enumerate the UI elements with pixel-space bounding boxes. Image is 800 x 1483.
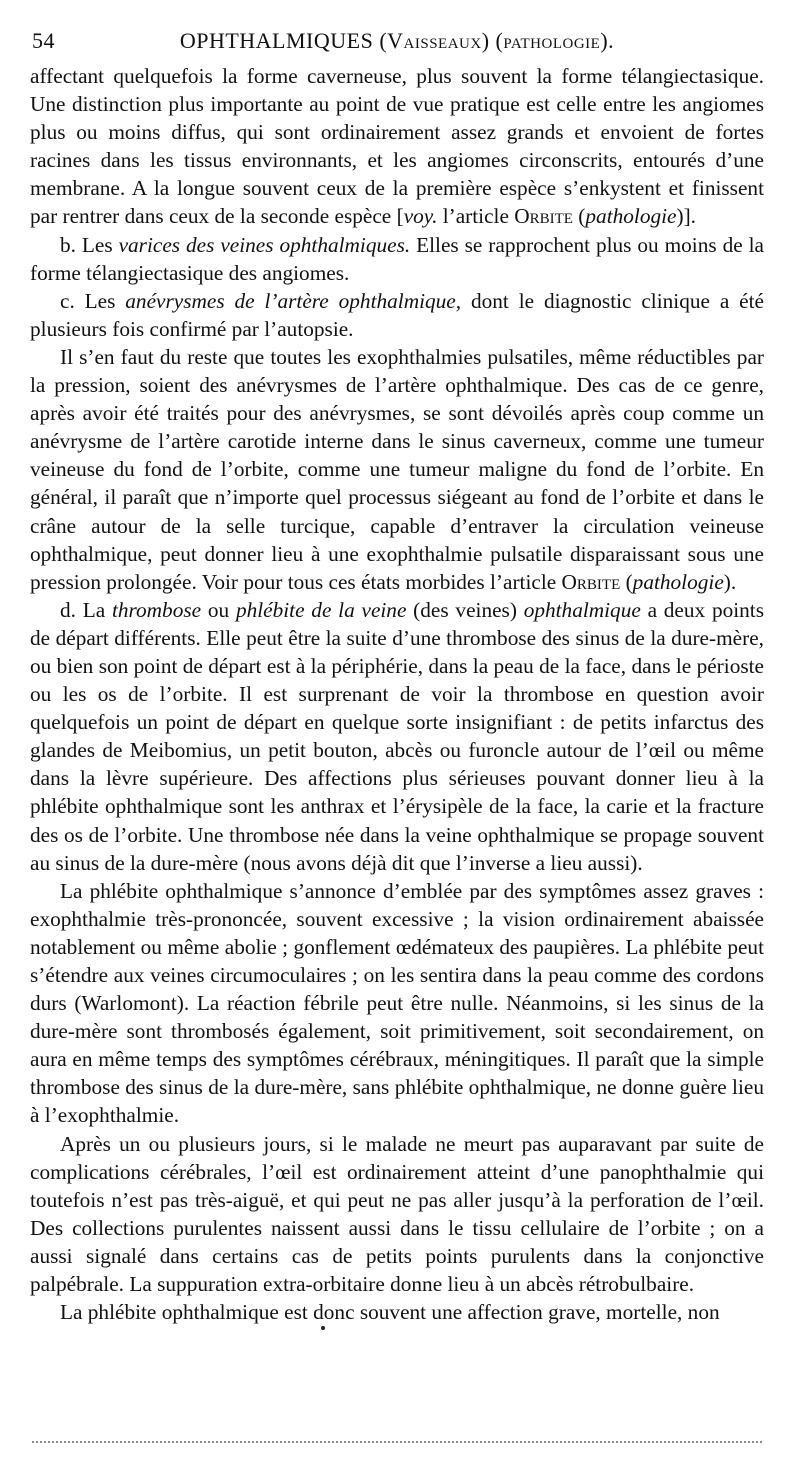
text-run: )]. <box>676 204 697 229</box>
text-run: ( <box>572 204 586 229</box>
text-run: ( <box>620 569 633 594</box>
text-run: ). <box>723 569 737 594</box>
running-title: OPHTHALMIQUES (Vaisseaux) (pathologie). <box>179 28 615 53</box>
running-title-main: OPHTHALMIQUES <box>179 28 374 53</box>
text-run: La phlébite ophthalmique s’annonce d’emblée par des symptômes assez graves : exophthalmie très-prononcée, souvent excessive ; la vision ordinairement abaissée notablement ou même abolie ; gonflement œdémateux des paupières. La phlébite peut s’étendre aux veines circumoculaires ; on les sentira dans la peau comme des cordons durs (Warlomont). La réaction fébrile peut être nulle. Néanmoins, si les sinus de la dure-mère sont thrombosés également, soit primitivement, soit secondairement, on aura en même temps des symptômes cérébraux, méningitiques. Il paraît que la simple thrombose des sinus de la dure-mère, sans phlébite ophthalmique, ne donne guère lieu à l’exophthalmie. <box>30 878 764 1128</box>
text-run: d. La <box>60 597 112 622</box>
paragraph-angiomes <box>30 62 764 231</box>
paragraph-symptomes <box>30 877 764 1130</box>
italic-run: varices des veines ophthalmiques. <box>118 232 411 257</box>
page <box>30 28 764 1326</box>
italic-run: ophthalmique <box>523 597 641 622</box>
article-reference: Orbite <box>514 204 573 229</box>
paragraph-exophthalmies <box>30 343 764 596</box>
article-reference: Orbite <box>561 569 621 594</box>
paragraph-evolution <box>30 1130 764 1299</box>
body-text <box>30 62 764 1326</box>
text-run: Après un ou plusieurs jours, si le malade ne meurt pas auparavant par suite de complications cérébrales, l’œil est ordinairement atteint d’une panophthalmie qui toutefois n’est pas très-aiguë, et qui peut ne pas aller jusqu’à la perforation de l’œil. Des collections purulentes naissent aussi dans le tissu cellulaire de l’orbite ; on a aussi signalé dans certains cas de petits points purulents dans la conjonctive palpébrale. La suppuration extra-orbitaire donne lieu à un abcès rétrobulbaire. <box>30 1131 764 1297</box>
italic-run: voy. <box>403 204 438 229</box>
italic-run: phlébite de la veine <box>235 597 407 622</box>
page-number: 54 <box>32 28 55 53</box>
italic-run: anévrysmes de l’artère ophthalmique, <box>125 288 462 313</box>
running-title-subsection: pathologie <box>503 28 601 53</box>
paragraph-varices <box>30 231 764 287</box>
text-run: c. Les <box>60 288 126 313</box>
text-run: (des veines) <box>406 597 524 622</box>
text-run: l’article <box>437 204 515 229</box>
text-run: Elles se rapprochent plus ou moins de la forme télangiectasique des angiomes. <box>30 232 764 285</box>
footer-dotted-rule <box>32 1441 762 1443</box>
text-run: ou <box>201 597 236 622</box>
text-run: affectant quelquefois la forme caverneuse, plus souvent la forme télangiectasique. Une distinction plus importante au point de vue pratique est celle entre les angiomes plus ou moins diffus, qui sont ordinairement assez grands et envoient de fortes racines dans les tissus environnants, et les angiomes circonscrits, entourés d’une membrane. A la longue souvent ceux de la première espèce s’enkystent et finissent par rentrer dans ceux de la seconde espèce [ <box>30 64 764 229</box>
text-run: a deux points de départ différents. Elle peut être la suite d’une thrombose des sinus de la dure-mère, ou bien son point de départ est à la périphérie, dans la peau de la face, dans le périoste ou les os de l’orbite. Il est surprenant de voir la thrombose en question avoir quelquefois un point de départ en quelque sorte insignifiant : de petits infarctus des glandes de Meibomius, un petit bouton, abcès ou furoncle autour de l’œil ou même dans la lèvre supérieure. Des affections plus sérieuses pouvant donner lieu à la phlébite ophthalmique sont les anthrax et l’érysipèle de la face, la carie et la fracture des os de l’orbite. Une thrombose née dans la veine ophthalmique se propage souvent au sinus de la dure-mère (nous avons déjà dit que l’inverse a lieu aussi). <box>30 597 765 875</box>
paragraph-anevrysmes <box>30 287 764 343</box>
italic-run: pathologie <box>632 569 724 594</box>
ink-speck <box>321 1326 325 1330</box>
paragraph-thrombose <box>30 596 764 877</box>
running-header <box>30 28 764 62</box>
paragraph-pronostic <box>30 1298 764 1326</box>
text-run: dont le diagnostic clinique a été plusieurs fois confirmé par l’autopsie. <box>30 288 764 341</box>
text-run: La phlébite ophthalmique est donc souvent une affection grave, mortelle, non <box>60 1300 720 1325</box>
running-title-section: Vaisseaux <box>387 28 482 53</box>
text-run: Il s’en faut du reste que toutes les exophthalmies pulsatiles, même réductibles par la pression, soient des anévrysmes de l’artère ophthalmique. Des cas de ce genre, après avoir été traités pour des anévrysmes, se sont dévoilés après coup comme un anévrysme de l’artère carotide interne dans le sinus caverneux, comme une tumeur veineuse du fond de l’orbite, comme une tumeur maligne du fond de l’orbite. En général, il paraît que n’importe quel processus siégeant au fond de l’orbite et dans le crâne autour de la selle turcique, capable d’entraver la circulation veineuse ophthalmique, peut donner lieu à une exophthalmie pulsatile disparaissant sous une pression prolongée. Voir pour tous ces états morbides l’article <box>30 344 764 594</box>
text-run: b. Les <box>60 232 119 257</box>
italic-run: thrombose <box>111 597 202 622</box>
italic-run: pathologie <box>585 204 677 229</box>
